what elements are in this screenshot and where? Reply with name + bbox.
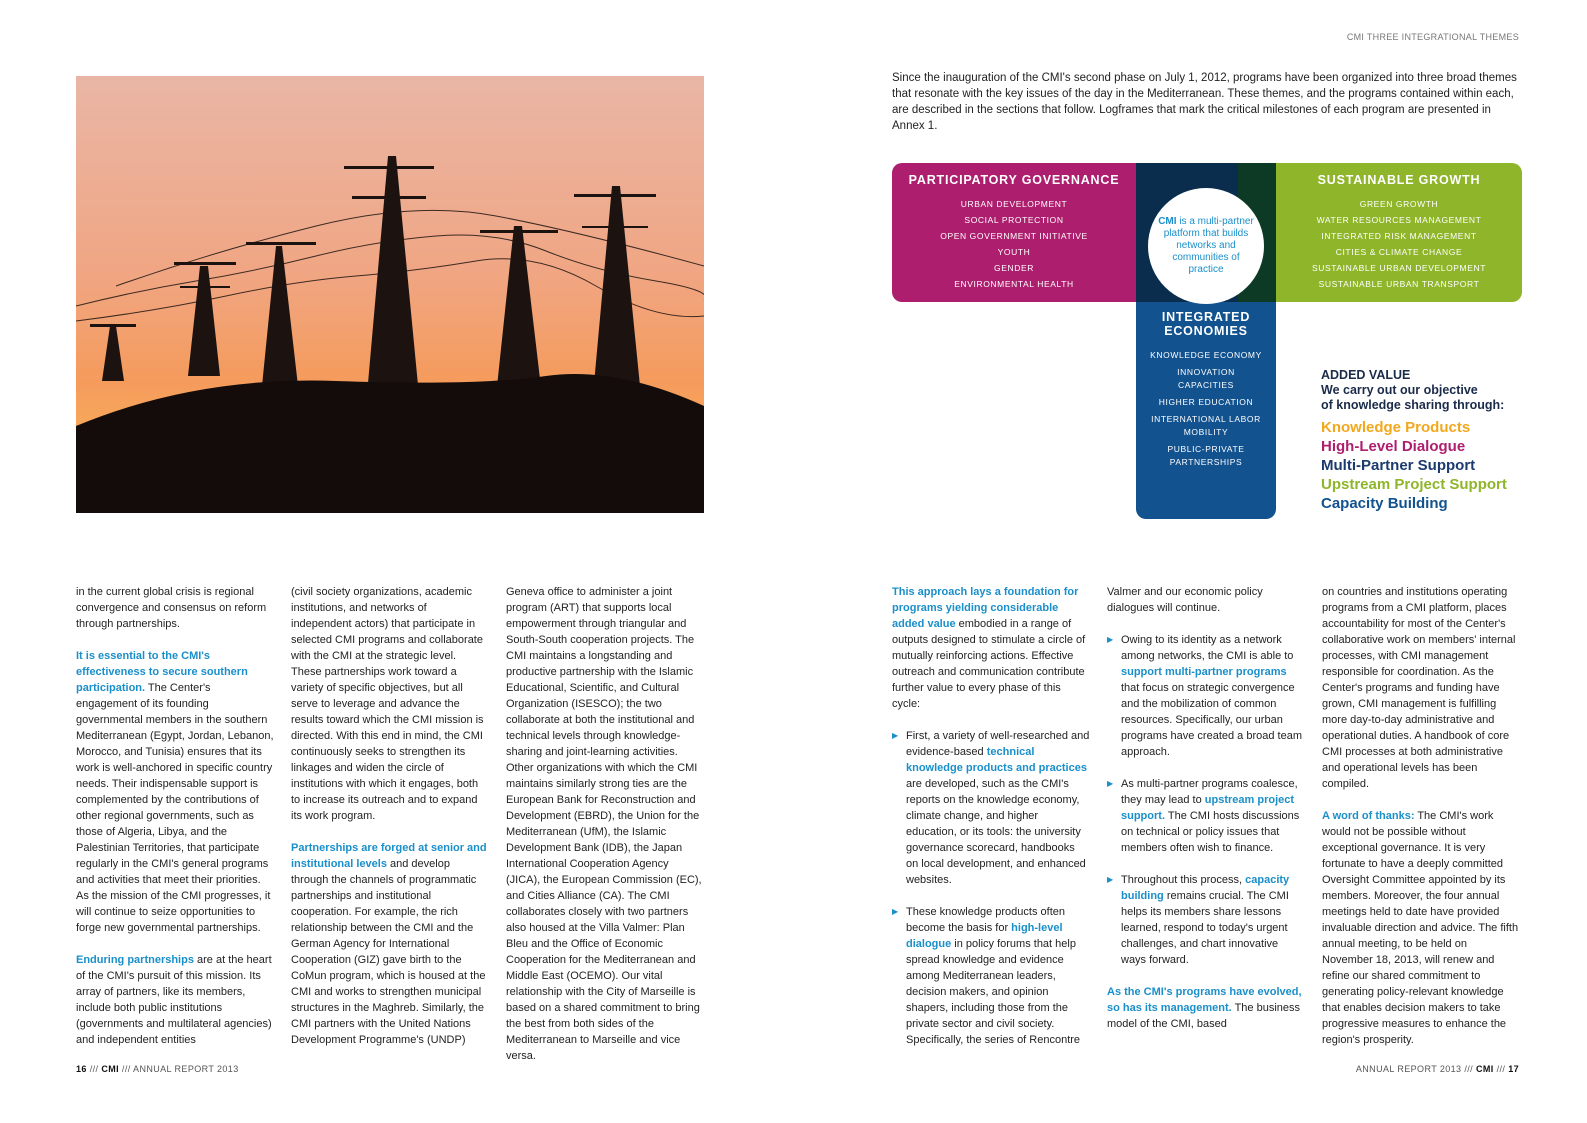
col6-p2-text: The CMI's work would not be possible without exceptional governance. It is very fortunate to have a deeply committed Oversight Committee appointed by its members. Moreover, the four annual meetings held to date have provided invaluable direction and advice. The fifth annual meeting, to be held on November 18, 2013, will renew and refine our shared commitment to generating policy-relevant knowledge that enables decision makers to take progressive measures to enhance the region's prosperity.	[1322, 810, 1519, 1046]
col4-b1-a: First, a variety of well-researched and evidence-based	[906, 730, 1090, 758]
col5-p2	[1107, 984, 1305, 1032]
footer-right-sep: ///	[1493, 1064, 1509, 1074]
pg-item: URBAN DEVELOPMENT	[960, 199, 1068, 209]
col5-bullet	[1107, 872, 1305, 968]
col5-b1-highlight: support multi-partner programs	[1121, 666, 1287, 678]
pg-item: OPEN GOVERNMENT INITIATIVE	[940, 231, 1088, 241]
ie-list	[1150, 349, 1262, 473]
sg-item: INTEGRATED RISK MANAGEMENT	[1321, 231, 1477, 241]
col2-p2-highlight: Partnerships are forged at senior and institutional levels	[291, 842, 487, 870]
ie-item: INNOVATION CAPACITIES	[1177, 367, 1235, 390]
col2-p2	[291, 840, 489, 1048]
col2-p1: (civil society organizations, academic institutions, and networks of independent actors) that participate in selected CMI programs and collaborate with the CMI at the strategic level. These partnerships work toward a variety of specific objectives, but all serve to leverage and advance the results toward which the CMI mission is directed. With this end in mind, the CMI continuously seeks to strengthen its linkages and widen the circle of institutions with which it engages, both to increase its outreach and to expand its work program.	[291, 586, 484, 822]
footer-left-brand: CMI	[101, 1064, 120, 1074]
column-1	[76, 584, 274, 1064]
pg-item: ENVIRONMENTAL HEALTH	[954, 279, 1074, 289]
col2-p2-text: and develop through the channels of programmatic partnerships and institutional cooperation. For example, the rich relationship between the CMI and the German Agency for International Cooperation (GIZ) gave birth to the CoMun program, which is housed at the CMI and works to strengthen municipal structures in the Maghreb. Similarly, the CMI partners with the United Nations Development Programme's (UNDP)	[291, 858, 486, 1046]
col5-b2-highlight: upstream project support.	[1121, 794, 1295, 822]
sg-item: WATER RESOURCES MANAGEMENT	[1316, 215, 1482, 225]
circle-rest: is a multi-partner platform that builds networks and communities of practice	[1163, 216, 1254, 275]
added-value-item: High-Level Dialogue	[1321, 438, 1466, 455]
col5-b2-a: As multi-partner programs coalesce, they may lead to	[1121, 778, 1298, 806]
pg-list	[892, 196, 1136, 292]
ie-title	[1136, 310, 1276, 338]
col4-p1-highlight: This approach lays a foundation for programs yielding considerable added value	[892, 586, 1079, 630]
col5-b3-highlight: capacity building	[1121, 874, 1290, 902]
circle-strong: CMI	[1158, 216, 1177, 227]
pg-title: PARTICIPATORY GOVERNANCE	[908, 173, 1120, 187]
column-4	[892, 584, 1090, 1064]
col1-p3	[76, 952, 274, 1048]
footer-right	[1356, 1064, 1519, 1074]
col5-p2-highlight: As the CMI's programs have evolved, so has its management.	[1107, 986, 1302, 1014]
col4-bullet	[892, 728, 1090, 888]
col1-p2	[76, 648, 274, 936]
footer-left-page: 16	[76, 1064, 87, 1074]
ie-title-line1: INTEGRATED	[1161, 310, 1251, 324]
added-value-item: Knowledge Products	[1321, 419, 1471, 436]
col4-bullets	[892, 728, 1090, 1048]
circle-text	[1158, 216, 1254, 276]
added-value-subtitle-1: We carry out our objective	[1321, 383, 1478, 397]
added-value-item: Capacity Building	[1321, 495, 1448, 512]
col5-bullets	[1107, 632, 1305, 968]
ie-item: HIGHER EDUCATION	[1158, 397, 1254, 407]
col4-b2-highlight: high-level dialogue	[906, 922, 1063, 950]
ie-item: INTERNATIONAL LABOR MOBILITY	[1151, 414, 1261, 437]
sg-item: SUSTAINABLE URBAN TRANSPORT	[1318, 279, 1480, 289]
column-2	[291, 584, 489, 1064]
col1-p2-highlight: It is essential to the CMI's effectiveness to secure southern participation.	[76, 650, 248, 694]
sg-item: CITIES & CLIMATE CHANGE	[1335, 247, 1463, 257]
section-header: CMI THREE INTEGRATIONAL THEMES	[1346, 32, 1519, 42]
col6-p1: on countries and institutions operating programs from a CMI platform, places accountability for most of the Center's collaborative work on members' internal processes, with CMI management responsible for coordination. As the Center's programs and funding have grown, CMI management is fulfilling more day-to-day administrative and operational duties. A handbook of core CMI processes at both administrative and operational levels has been compiled.	[1322, 586, 1516, 790]
added-value-item: Multi-Partner Support	[1321, 457, 1476, 474]
col1-p2-text: The Center's engagement of its founding governmental members in the southern Mediterranean (Egypt, Jordan, Lebanon, Morocco, and Tunisia) ensures that its work is well-anchored in specific country needs. Their indispensable support is complemented by the contributions of other regional governments, such as those of Algeria, Libya, and the Palestinian Territories, that participate regularly in the CMI's general programs and activities that meet their priorities. As the mission of the CMI progresses, it will continue to seize opportunities to forge new governmental partnerships.	[76, 682, 274, 934]
sg-item: GREEN GROWTH	[1359, 199, 1439, 209]
ie-title-line2: ECONOMIES	[1164, 324, 1248, 338]
footer-left	[76, 1064, 239, 1074]
sg-list	[1276, 196, 1522, 292]
col3-p1: Geneva office to administer a joint program (ART) that supports local empowerment through triangular and South-South cooperation projects. The CMI maintains a longstanding and productive partnership with the Islamic Educational, Scientific, and Cultural Organization (ISESCO); the two collaborate at both the institutional and technical levels through knowledge-sharing and joint-learning activities. Other organizations with which the CMI maintains similarly strong ties are the European Bank for Reconstruction and Development (EBRD), the Union for the Mediterranean (UfM), the Islamic Development Bank (IDB), the Japan International Cooperation Agency (JICA), the European Commission (EC), and Cities Alliance (CA). The CMI collaborates closely with two partners also housed at the Villa Valmer: Plan Bleu and the Office of Economic Cooperation for the Mediterranean and Middle East (OCEMO). Our vital relationship with the City of Marseille is based on a shared commitment to bring the best from both sides of the Mediterranean to Marseille and vice versa.	[506, 586, 702, 1062]
col1-p3-text: are at the heart of the CMI's pursuit of this mission. Its array of partners, like its members, include both public institutions (governments and multilateral agencies) and independent entities	[76, 954, 272, 1046]
col1-p1: in the current global crisis is regional convergence and consensus on reform through partnerships.	[76, 586, 267, 630]
col4-b1-highlight: technical knowledge products and practices	[906, 746, 1087, 774]
col5-p2-text: The business model of the CMI, based	[1107, 1002, 1301, 1030]
col5-b3-b: remains crucial. The CMI helps its members share lessons learned, respond to today's urgent challenges, and chart innovative ways forward.	[1121, 890, 1289, 966]
cmi-platform-circle	[1148, 188, 1264, 304]
pg-item: SOCIAL PROTECTION	[964, 215, 1064, 225]
col5-p1: Valmer and our economic policy dialogues will continue.	[1107, 586, 1263, 614]
ie-item: PUBLIC-PRIVATE PARTNERSHIPS	[1167, 444, 1245, 467]
added-value-subtitle-2: of knowledge sharing through:	[1321, 398, 1505, 412]
col4-bullet	[892, 904, 1090, 1048]
col6-p2	[1322, 808, 1520, 1048]
footer-left-sep: ///	[86, 1064, 102, 1074]
ie-item: KNOWLEDGE ECONOMY	[1150, 350, 1262, 360]
footer-left-title: /// ANNUAL REPORT 2013	[119, 1064, 239, 1074]
added-value-item: Upstream Project Support	[1321, 476, 1507, 493]
intro-paragraph: Since the inauguration of the CMI's second phase on July 1, 2012, programs have been organized into three broad themes that resonate with the key issues of the day in the Mediterranean. These themes, and the programs contained within each, are described in the sections that follow. Logframes that mark the critical milestones of each program are presented in Annex 1.	[892, 72, 1517, 132]
col5-bullet	[1107, 776, 1305, 856]
col5-b2-b: The CMI hosts discussions on technical or policy issues that members often wish to finance.	[1121, 810, 1300, 854]
footer-right-title: ANNUAL REPORT 2013 ///	[1355, 1064, 1476, 1074]
sg-item: SUSTAINABLE URBAN DEVELOPMENT	[1311, 263, 1487, 273]
column-3	[506, 584, 704, 1080]
pylons-sunset-photo	[76, 76, 704, 513]
col5-b1-b: that focus on strategic convergence and the mobilization of common resources. Specifically, our urban programs have created a broad team approach.	[1121, 682, 1302, 758]
col5-b1-a: Owing to its identity as a network among networks, the CMI is able to	[1121, 634, 1294, 662]
col4-b2-b: in policy forums that help spread knowledge and evidence among Mediterranean leaders, decision makers, and opinion shapers, including those from the private sector and civil society. Specifically, the series of Rencontre	[906, 938, 1081, 1046]
col1-p3-highlight: Enduring partnerships	[76, 954, 194, 966]
added-value-title: ADDED VALUE	[1321, 368, 1411, 382]
col4-b2-a: These knowledge products often become the basis for	[906, 906, 1065, 934]
pg-item: GENDER	[994, 263, 1034, 273]
col5-bullet	[1107, 632, 1305, 760]
footer-right-page: 17	[1508, 1064, 1519, 1074]
col4-p1	[892, 584, 1090, 712]
sg-title: SUSTAINABLE GROWTH	[1317, 173, 1481, 187]
col6-p2-highlight: A word of thanks:	[1322, 810, 1415, 822]
col5-b3-a: Throughout this process,	[1121, 874, 1246, 886]
footer-right-brand: CMI	[1475, 1064, 1494, 1074]
added-value-list	[1321, 418, 1551, 513]
added-value	[1321, 368, 1551, 513]
column-5	[1107, 584, 1305, 1048]
col4-p1-text: embodied in a range of outputs designed to stimulate a circle of mutually reinforcing actions. Effective outreach and communication contribute further value to every phase of this cycle:	[892, 618, 1086, 710]
column-6	[1322, 584, 1520, 1064]
col4-b1-b: are developed, such as the CMI's reports on the knowledge economy, climate change, and higher education, or its tools: the university governance scorecard, handbooks on local development, and enhanced websites.	[906, 778, 1086, 886]
pg-item: YOUTH	[997, 247, 1031, 257]
